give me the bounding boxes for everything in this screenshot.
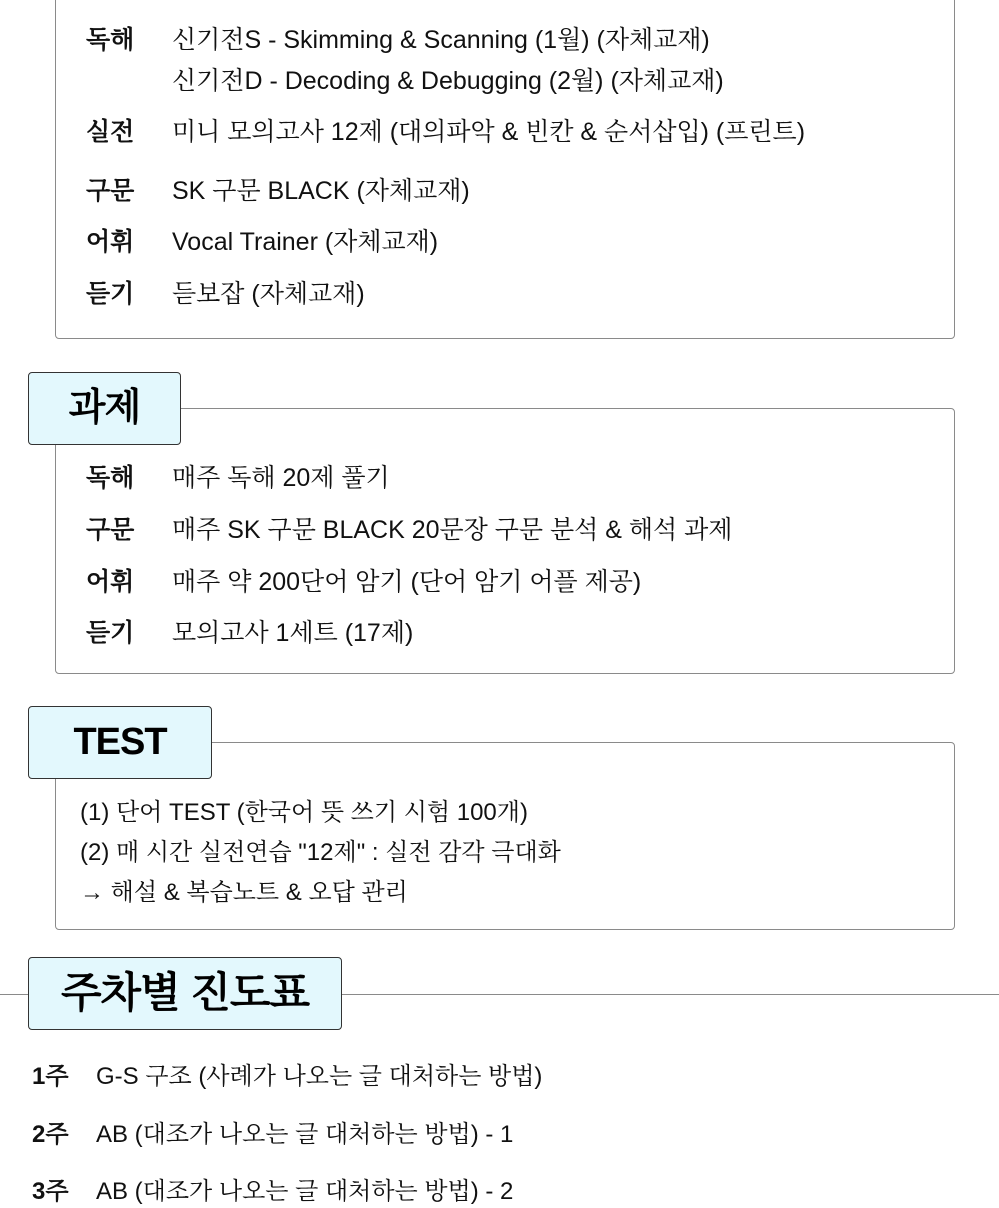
- test-title: TEST: [28, 706, 212, 779]
- row-label: 어휘: [86, 568, 135, 596]
- homework-box: [55, 408, 955, 674]
- schedule-week-2: [32, 1119, 513, 1151]
- row-value: 모의고사 1세트 (17제): [172, 619, 414, 647]
- week-desc: AB (대조가 나오는 글 대처하는 방법) - 2: [96, 1178, 514, 1205]
- row-label: 구문: [86, 516, 135, 544]
- test-line-2: (2) 매 시간 실전연습 "12제" : 실전 감각 극대화: [80, 839, 561, 866]
- materials-box: [55, 0, 955, 339]
- row-value: 신기전S - Skimming & Scanning (1월) (자체교재): [172, 26, 710, 54]
- row-value: 듣보잡 (자체교재): [172, 280, 365, 308]
- homework-row-reading: [86, 461, 390, 495]
- row-value: Vocal Trainer (자체교재): [172, 228, 439, 256]
- week-label: 1주: [32, 1063, 69, 1090]
- materials-row-practice: [86, 115, 805, 149]
- row-label: 듣기: [86, 619, 135, 647]
- homework-title: 과제: [28, 372, 181, 445]
- homework-row-listening: [86, 616, 413, 650]
- row-label: 어휘: [86, 228, 135, 256]
- row-value: 미니 모의고사 12제 (대의파악 & 빈칸 & 순서삽입) (프린트): [172, 118, 806, 146]
- row-value: 매주 약 200단어 암기 (단어 암기 어플 제공): [172, 568, 642, 596]
- materials-row-reading: [86, 23, 710, 57]
- schedule-week-3: [32, 1176, 513, 1208]
- week-label: 3주: [32, 1178, 69, 1205]
- materials-row-vocab: [86, 225, 438, 259]
- row-label: 독해: [86, 464, 135, 492]
- homework-row-vocab: [86, 565, 641, 599]
- week-desc: AB (대조가 나오는 글 대처하는 방법) - 1: [96, 1121, 514, 1148]
- test-line-3: → 해설 & 복습노트 & 오답 관리: [80, 879, 408, 906]
- row-label: 독해: [86, 26, 135, 54]
- row-value: SK 구문 BLACK (자체교재): [172, 177, 470, 205]
- row-value: 매주 독해 20제 풀기: [172, 464, 390, 492]
- schedule-week-1: [32, 1061, 542, 1093]
- week-label: 2주: [32, 1121, 69, 1148]
- materials-row-listening: [86, 277, 365, 311]
- materials-row-reading-line2: 신기전D - Decoding & Debugging (2월) (자체교재): [172, 67, 724, 95]
- schedule-title: 주차별 진도표: [28, 957, 342, 1030]
- homework-row-syntax: [86, 513, 732, 547]
- week-desc: G-S 구조 (사례가 나오는 글 대처하는 방법): [96, 1063, 543, 1090]
- row-label: 듣기: [86, 280, 135, 308]
- materials-row-syntax: [86, 174, 470, 208]
- row-label: 구문: [86, 177, 135, 205]
- row-label: 실전: [86, 118, 135, 146]
- test-line-1: (1) 단어 TEST (한국어 뜻 쓰기 시험 100개): [80, 799, 528, 826]
- row-value: 매주 SK 구문 BLACK 20문장 구문 분석 & 해석 과제: [172, 516, 733, 544]
